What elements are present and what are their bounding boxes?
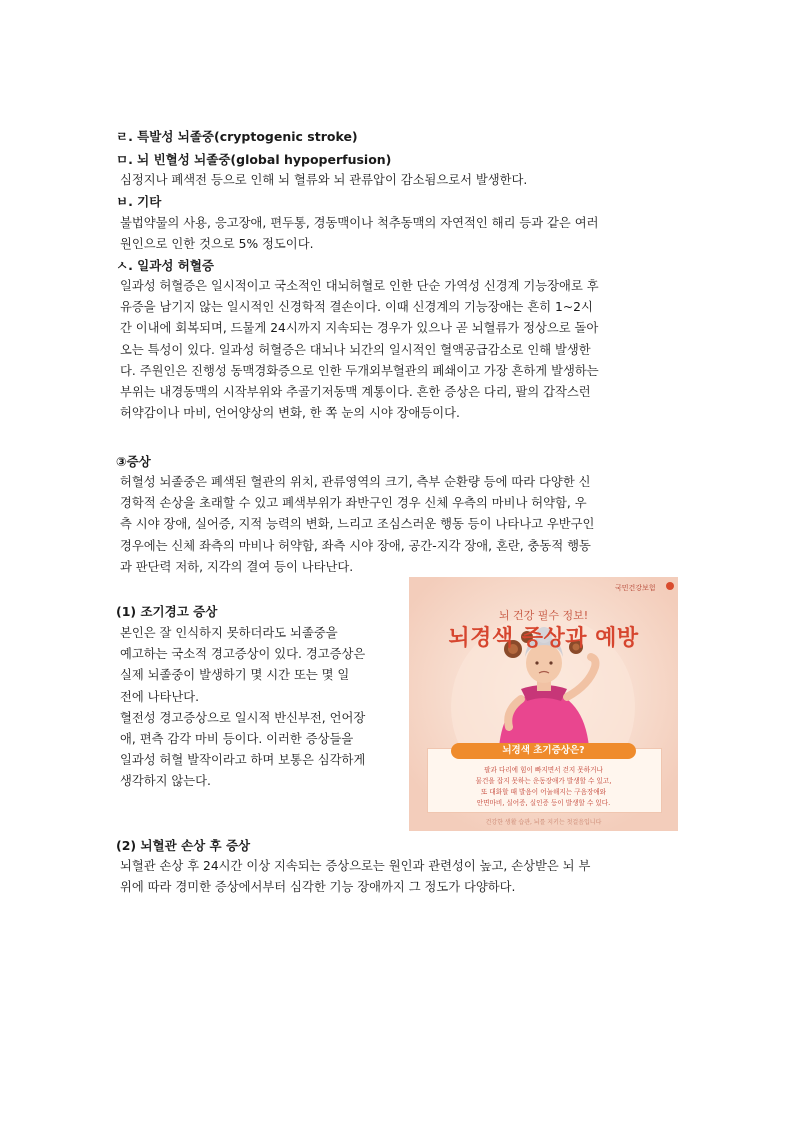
symptom-heading: ③증상 xyxy=(116,454,151,469)
poster-footer: 건강한 생활 습관, 뇌를 지키는 첫걸음입니다 xyxy=(485,819,602,826)
other-heading: ㅂ. 기타 xyxy=(116,194,162,209)
stroke-info-poster xyxy=(409,577,678,831)
post-damage-heading: (2) 뇌혈관 손상 후 증상 xyxy=(116,838,251,853)
symptom-text: 허혈성 뇌졸중은 폐색된 혈관의 위치, 관류영역의 크기, 측부 순환량 등에 따라 다양한 신 경학적 손상을 초래할 수 있고 폐색부위가 좌반구인 경우 신체 우측의 마비나 허약함, 우 측 시야 장애, 실어증, 지적 능력의 변화, 느리고 조심스러운 행동 등이 나타나고 우반구인 경우에는 신체 좌측의 마비나 허약함, 좌측 시야 장애, 공간-지각 장애, 혼란, 충동적 행동 과 판단력 저하, 지각의 결여 등이 나타난다. xyxy=(120,475,595,574)
poster-box-text: 팔과 다리에 힘이 빠지면서 걷지 못하거나 물건을 잡지 못하는 운동장애가 발생할 수 있고, 또 대화할 때 발음이 어눌해지는 구음장애와 안면마비, 실어증, 실인증 등이 발생할 수 있다. xyxy=(475,766,612,807)
poster-title: 뇌경색 증상과 예방 xyxy=(448,626,639,651)
logo-icon xyxy=(666,582,674,590)
global-hypoperfusion-text: 심정지나 폐색전 등으로 인해 뇌 혈류와 뇌 관류압이 감소됨으로서 발생한다. xyxy=(120,173,528,187)
cryptogenic-heading: ㄹ. 특발성 뇌졸중(cryptogenic stroke) xyxy=(116,129,358,144)
poster-kicker: 뇌 건강 필수 정보! xyxy=(498,609,589,622)
poster-box-heading: 뇌경색 초기증상은? xyxy=(451,743,636,759)
early-warning-heading: (1) 조기경고 증상 xyxy=(116,604,218,619)
global-hypoperfusion-heading: ㅁ. 뇌 빈혈성 뇌졸중(global hypoperfusion) xyxy=(116,152,392,167)
tia-heading: ㅅ. 일과성 허혈증 xyxy=(116,258,214,273)
post-damage-text: 뇌혈관 손상 후 24시간 이상 지속되는 증상으로는 원인과 관련성이 높고, 손상받은 뇌 부 위에 따라 경미한 증상에서부터 심각한 기능 장애까지 그 정도가 다양하다. xyxy=(120,859,591,895)
early-warning-text: 본인은 잘 인식하지 못하더라도 뇌졸중을 예고하는 국소적 경고증상이 있다. 경고증상은 실제 뇌졸중이 발생하기 몇 시간 또는 몇 일 전에 나타난다. 혈전성 경고증상으로 일시적 반신부전, 언어장 애, 편측 감각 마비 등이다. 이러한 증상들을 일과성 허혈 발작이라고 하며 보통은 심각하게 생각하지 않는다. xyxy=(120,626,366,789)
other-text: 불법약물의 사용, 응고장애, 편두통, 경동맥이나 척추동맥의 자연적인 해리 등과 같은 여러 원인으로 인한 것으로 5% 정도이다. xyxy=(120,216,599,252)
poster-logo: 국민건강보험 xyxy=(615,584,656,592)
tia-text: 일과성 허혈증은 일시적이고 국소적인 대뇌허혈로 인한 단순 가역성 신경계 기능장애로 후 유증을 남기지 않는 일시적인 신경학적 결손이다. 이때 신경계의 기능장애는 흔히 1~2시 간 이내에 회복되며, 드물게 24시까지 지속되는 경우가 있으나 곧 뇌혈류가 정상으로 돌아 오는 특성이 있다. 일과성 허혈증은 대뇌나 뇌간의 일시적인 혈액공급감소로 인해 발생한 다. 주원인은 진행성 동맥경화증으로 인한 두개외부혈관의 폐쇄이고 가장 흔하게 발생하는 부위는 내경동맥의 시작부위와 추골기저동맥 계통이다. 흔한 증상은 다리, 팔의 갑작스런 허약감이나 마비, 언어양상의 변화, 한 쪽 눈의 시야 장애등이다. xyxy=(120,279,599,421)
